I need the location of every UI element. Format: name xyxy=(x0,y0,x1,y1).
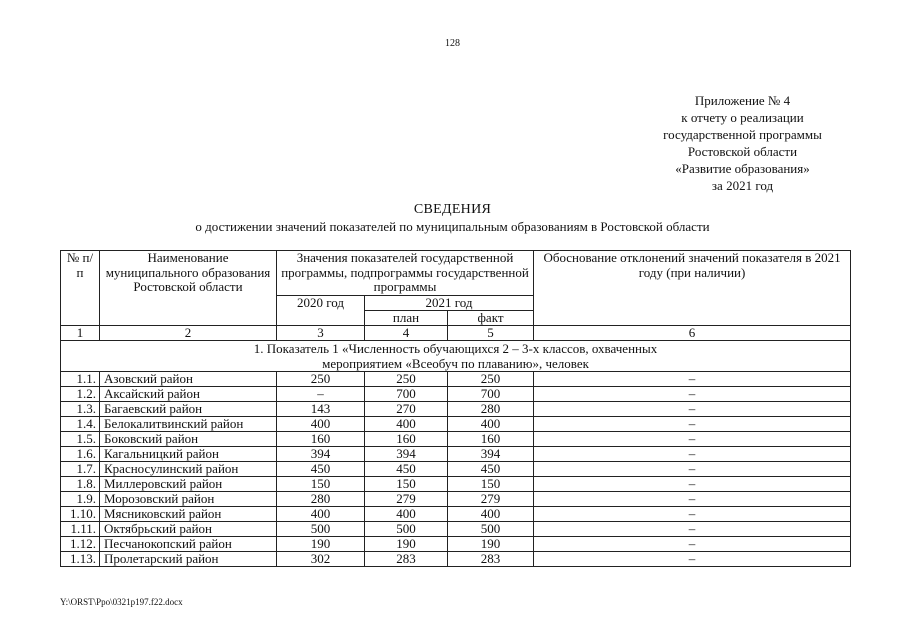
section-row xyxy=(61,341,851,372)
document-subtitle: о достижении значений показателей по муниципальным образованиям в Ростовской области xyxy=(195,219,710,234)
indicators-table xyxy=(60,250,851,567)
value-fact-2021: 160 xyxy=(448,432,534,447)
table-row xyxy=(61,552,851,567)
row-number: 1.1. xyxy=(61,372,100,387)
value-fact-2021: 500 xyxy=(448,522,534,537)
value-fact-2021: 394 xyxy=(448,447,534,462)
column-number: 4 xyxy=(365,326,448,341)
table-row xyxy=(61,417,851,432)
value-plan-2021: 270 xyxy=(365,402,448,417)
appendix-line: за 2021 год xyxy=(711,178,774,193)
row-number: 1.4. xyxy=(61,417,100,432)
value-plan-2021: 160 xyxy=(365,432,448,447)
table-row xyxy=(61,477,851,492)
table-row xyxy=(61,522,851,537)
value-fact-2021: 400 xyxy=(448,417,534,432)
value-plan-2021: 279 xyxy=(365,492,448,507)
column-number: 5 xyxy=(448,326,534,341)
value-2020: 190 xyxy=(277,537,365,552)
municipality-name: Азовский район xyxy=(100,372,277,387)
header-2020: 2020 год xyxy=(277,296,365,326)
table-row xyxy=(61,537,851,552)
table-row xyxy=(61,372,851,387)
header-row xyxy=(61,251,851,296)
appendix-line: Приложение № 4 xyxy=(694,93,791,108)
deviation-reason: – xyxy=(534,477,851,492)
value-2020: 280 xyxy=(277,492,365,507)
value-fact-2021: 700 xyxy=(448,387,534,402)
value-plan-2021: 450 xyxy=(365,462,448,477)
municipality-name: Пролетарский район xyxy=(100,552,277,567)
section-title xyxy=(61,341,851,372)
row-number: 1.3. xyxy=(61,402,100,417)
appendix-line: государственной программы xyxy=(663,127,822,142)
value-2020: 394 xyxy=(277,447,365,462)
column-number: 2 xyxy=(100,326,277,341)
municipality-name: Багаевский район xyxy=(100,402,277,417)
appendix-block xyxy=(640,92,845,194)
header-plan: план xyxy=(365,311,448,326)
row-number: 1.7. xyxy=(61,462,100,477)
value-fact-2021: 190 xyxy=(448,537,534,552)
header-number: № п/п xyxy=(61,251,100,326)
deviation-reason: – xyxy=(534,492,851,507)
table-row xyxy=(61,492,851,507)
file-path: Y:\ORST\Ppo\0321p197.f22.docx xyxy=(60,597,183,607)
value-fact-2021: 250 xyxy=(448,372,534,387)
column-number: 1 xyxy=(61,326,100,341)
value-2020: 150 xyxy=(277,477,365,492)
value-plan-2021: 150 xyxy=(365,477,448,492)
value-plan-2021: 400 xyxy=(365,507,448,522)
deviation-reason: – xyxy=(534,552,851,567)
municipality-name: Песчанокопский район xyxy=(100,537,277,552)
appendix-line: Ростовской области xyxy=(687,144,798,159)
value-plan-2021: 400 xyxy=(365,417,448,432)
table-row xyxy=(61,432,851,447)
municipality-name: Мясниковский район xyxy=(100,507,277,522)
row-number: 1.5. xyxy=(61,432,100,447)
value-fact-2021: 400 xyxy=(448,507,534,522)
value-plan-2021: 394 xyxy=(365,447,448,462)
value-2020: 160 xyxy=(277,432,365,447)
deviation-reason: – xyxy=(534,522,851,537)
deviation-reason: – xyxy=(534,462,851,477)
municipality-name: Боковский район xyxy=(100,432,277,447)
row-number: 1.8. xyxy=(61,477,100,492)
table-row xyxy=(61,462,851,477)
value-fact-2021: 150 xyxy=(448,477,534,492)
row-number: 1.9. xyxy=(61,492,100,507)
row-number: 1.11. xyxy=(61,522,100,537)
deviation-reason: – xyxy=(534,537,851,552)
header-municipality: Наименование муниципального образования Ростовской области xyxy=(100,251,277,326)
value-plan-2021: 500 xyxy=(365,522,448,537)
deviation-reason: – xyxy=(534,432,851,447)
municipality-name: Морозовский район xyxy=(100,492,277,507)
page-number: 128 xyxy=(445,38,460,49)
value-plan-2021: 250 xyxy=(365,372,448,387)
document-title: СВЕДЕНИЯ xyxy=(413,202,492,217)
header-fact: факт xyxy=(448,311,534,326)
row-number: 1.13. xyxy=(61,552,100,567)
section-title-text: 1. Показатель 1 «Численность обучающихся 2 – 3-х классов, охваченных мероприятием «Всеобуч по плаванию», человек xyxy=(253,341,658,371)
value-plan-2021: 283 xyxy=(365,552,448,567)
header-2021: 2021 год xyxy=(365,296,534,311)
table-row xyxy=(61,402,851,417)
value-2020: – xyxy=(277,387,365,402)
table-row xyxy=(61,447,851,462)
appendix-line: «Развитие образования» xyxy=(675,161,810,176)
table-row xyxy=(61,507,851,522)
value-2020: 250 xyxy=(277,372,365,387)
municipality-name: Белокалитвинский район xyxy=(100,417,277,432)
row-number: 1.2. xyxy=(61,387,100,402)
title-block xyxy=(0,201,905,235)
column-number: 6 xyxy=(534,326,851,341)
value-2020: 400 xyxy=(277,417,365,432)
deviation-reason: – xyxy=(534,402,851,417)
municipality-name: Аксайский район xyxy=(100,387,277,402)
value-2020: 302 xyxy=(277,552,365,567)
deviation-reason: – xyxy=(534,387,851,402)
value-2020: 143 xyxy=(277,402,365,417)
row-number: 1.6. xyxy=(61,447,100,462)
value-2020: 450 xyxy=(277,462,365,477)
header-indicator-values: Значения показателей государственной программы, подпрограммы государственной программы xyxy=(277,251,534,296)
municipality-name: Миллеровский район xyxy=(100,477,277,492)
value-2020: 500 xyxy=(277,522,365,537)
value-plan-2021: 190 xyxy=(365,537,448,552)
value-fact-2021: 450 xyxy=(448,462,534,477)
column-numbers-row xyxy=(61,326,851,341)
deviation-reason: – xyxy=(534,372,851,387)
value-fact-2021: 280 xyxy=(448,402,534,417)
municipality-name: Октябрьский район xyxy=(100,522,277,537)
table-row xyxy=(61,387,851,402)
row-number: 1.12. xyxy=(61,537,100,552)
table-body xyxy=(61,372,851,567)
value-2020: 400 xyxy=(277,507,365,522)
value-fact-2021: 283 xyxy=(448,552,534,567)
row-number: 1.10. xyxy=(61,507,100,522)
value-fact-2021: 279 xyxy=(448,492,534,507)
deviation-reason: – xyxy=(534,507,851,522)
municipality-name: Кагальницкий район xyxy=(100,447,277,462)
municipality-name: Красносулинский район xyxy=(100,462,277,477)
appendix-line: к отчету о реализации xyxy=(681,110,804,125)
column-number: 3 xyxy=(277,326,365,341)
value-plan-2021: 700 xyxy=(365,387,448,402)
deviation-reason: – xyxy=(534,417,851,432)
deviation-reason: – xyxy=(534,447,851,462)
header-deviation-reason: Обоснование отклонений значений показателя в 2021 году (при наличии) xyxy=(534,251,851,326)
